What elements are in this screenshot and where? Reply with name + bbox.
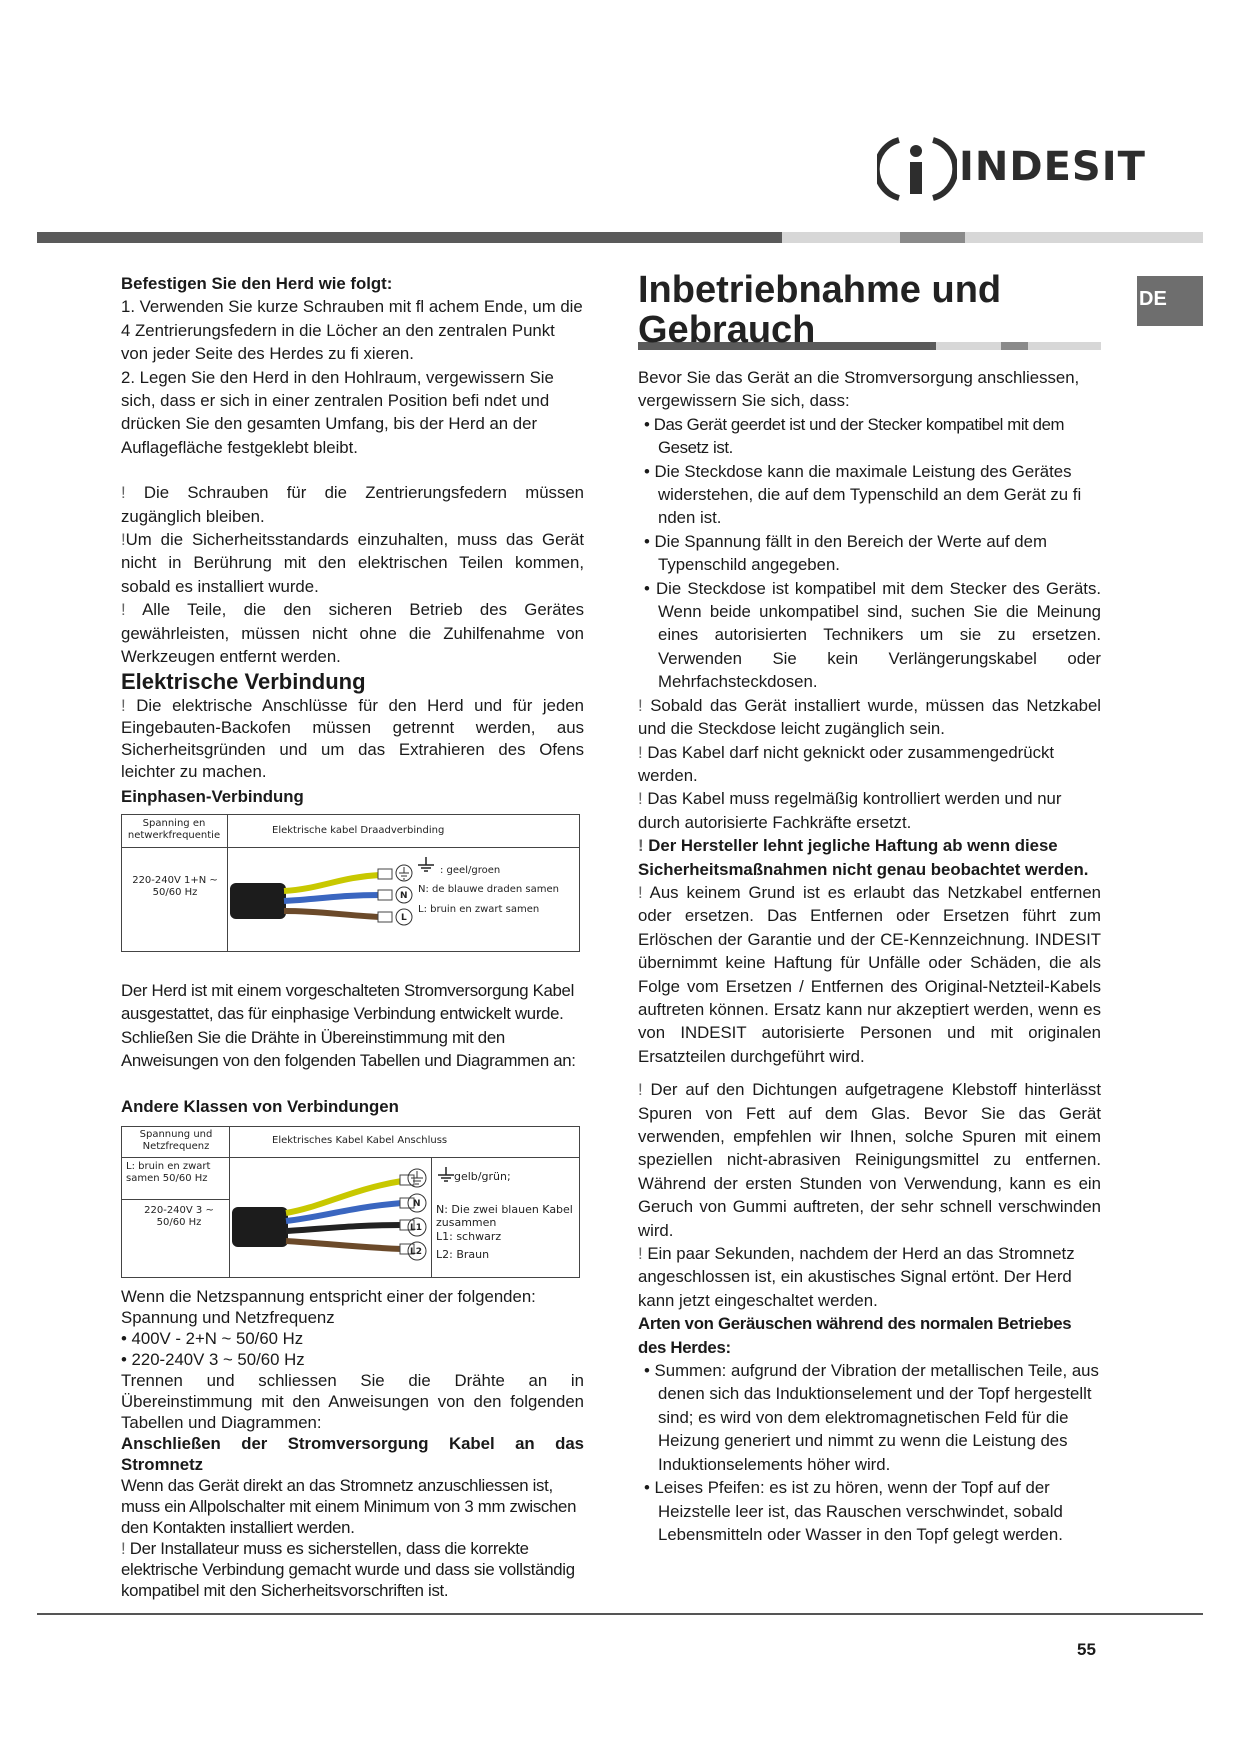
check-socket-power: • Die Steckdose kann die maximale Leistung des Gerätes widerstehen, die auf dem Typenschild an dem Gerät zu fi nden ist. — [644, 461, 1082, 528]
t1-voltage: 220-240V 1+N ~ 50/60 Hz — [132, 874, 218, 898]
warning-screws: ! Die Schrauben für die Zentrierungsfedern müssen zugänglich bleiben. — [121, 483, 584, 526]
connect-title: Anschließen der Stromversorgung Kabel an das Stromnetz — [121, 1433, 584, 1474]
footer-rule — [37, 1613, 1203, 1615]
warning-check: ! Das Kabel muss regelmäßig kontrolliert werden und nur durch autorisierte Fachkräfte ersetzt. — [638, 789, 1062, 832]
language-tab: DE — [1137, 276, 1203, 326]
t1-live: L: bruin en zwart samen — [418, 903, 540, 915]
check-voltage: • Die Spannung fällt in den Bereich der Werte auf dem Typenschild angegeben. — [644, 531, 1047, 575]
install-step-2: 2. Legen Sie den Herd in den Hohlraum, vergewissern Sie sich, dass er sich in einer zentralen Position befi ndet und drücken Sie den gesamten Umfang, bis der Herd an der Auflagefläche festgeklebt bleibt. — [121, 367, 554, 457]
t2-neutral: N: Die zwei blauen Kabel zusammen — [436, 1202, 573, 1229]
connect-text: Wenn das Gerät direkt an das Stromnetz anzuschliessen ist, muss ein Allpolschalter mit einem Minimum von 3 mm zwischen den Kontakten installiert werden. — [121, 1475, 577, 1537]
t1-neutral: N: de blauwe draden samen — [418, 883, 559, 895]
right-column — [638, 270, 1101, 1546]
t2-l1-terminal: L1 — [410, 1222, 422, 1233]
t2-header-cable: Elektrisches Kabel Kabel Anschluss — [272, 1134, 448, 1146]
terminal-circles-icon — [394, 859, 414, 949]
mains-option-1: • 400V - 2+N ~ 50/60 Hz — [121, 1328, 304, 1348]
page-number: 55 — [1077, 1640, 1096, 1659]
header-bar-dark — [37, 232, 782, 243]
logo-mark-icon — [877, 134, 957, 204]
mains-option-2: • 220-240V 3 ~ 50/60 Hz — [121, 1349, 305, 1369]
single-phase-wiring-table — [121, 814, 580, 952]
earth-symbol-icon — [416, 857, 436, 873]
header-bar-mid — [900, 232, 965, 243]
t2-header-voltage: Spannung und Netzfrequenz — [139, 1128, 213, 1152]
t2-row-l: L: bruin en zwart samen 50/60 Hz — [126, 1160, 211, 1184]
warning-adhesive: ! Der auf den Dichtungen aufgetragene Klebstoff hinterlässt Spuren von Fett auf dem Glas. Bevor Sie das Gerät verwenden, empfehlen wir Ihnen, solche Spuren mit einem speziellen nicht-abrasiven Reinigungsmittel zu entfernen. Während der ersten Stunden von Verwendung, kann es ein Geruch von Gummi auftreten, der sehr schnell verschwinden wird. — [638, 1080, 1101, 1240]
multi-phase-wiring-table — [121, 1126, 580, 1278]
warning-kink: ! Das Kabel darf nicht geknickt oder zusammengedrückt werden. — [638, 742, 1055, 785]
noise-humming: • Summen: aufgrund der Vibration der metallischen Teile, aus denen sich das Induktionselement und der Topf hergestellt sind; es wird von dem elektromagnetischen Feld für die Heizung generiert und nimmt zu wenn die Leistung des Induktionselements höher wird. — [644, 1361, 1099, 1474]
install-step-1: 1. Verwenden Sie kurze Schrauben mit fl achem Ende, um die 4 Zentrierungsfedern in die Löcher an den zentralen Punkt von jeder Seite des Herdes zu fi xieren. — [121, 297, 583, 364]
t1-l-terminal: L — [401, 912, 407, 923]
noise-whistle: • Leises Pfeifen: es ist zu hören, wenn der Topf auf der Heizstelle leer ist, das Rauschen verschwindet, sobald Lebensmitteln oder Wasser in den Topf gelegt werden. — [644, 1478, 1063, 1544]
t1-header-cable: Elektrische kabel Draadverbinding — [272, 824, 445, 836]
page-title-wrap — [638, 310, 1101, 350]
warning-replace: ! Aus keinem Grund ist es erlaubt das Netzkabel entfernen oder ersetzen. Das Entfernen oder Ersetzen führt zum Erlöschen der Garantie und der CE-Kennzeichnung. INDESIT übernimmt keine Haftung für Unfälle oder Schäden, die als Folge vom Ersetzen / Entfernen des Original-Netzteil-Kabels auftreten können. Ersatz kann nur akzeptiert werden, wenn es von INDESIT autorisierte Personen und mit originalen Ersatzteilen durchgeführt wird. — [638, 882, 1101, 1066]
page-title-line1: Inbetriebnahme und — [638, 269, 1002, 311]
terminal-circles-2-icon — [406, 1165, 428, 1277]
header-bar-light-right — [965, 232, 1203, 243]
t2-l2-terminal: L2 — [410, 1246, 422, 1257]
t1-header-voltage: Spanning en netwerkfrequentie — [127, 817, 221, 841]
mains-separate-text: Trennen und schliessen Sie die Drähte an in Übereinstimmung mit den Anweisungen von den folgenden Tabellen und Diagrammen: — [121, 1370, 584, 1432]
t2-earth: gelb/grün; — [454, 1169, 511, 1183]
brand-name: INDESIT — [959, 144, 1146, 190]
check-plug: • Die Steckdose ist kompatibel mit dem Stecker des Geräts. Wenn beide unkompatibel sind, suchen Sie die Meinung eines autorisierten Technikers um sie zu ersetzen. Verwenden Sie kein Verlängerungskabel oder Mehrfachsteckdosen. — [644, 578, 1101, 692]
warning-safety: !Um die Sicherheitsstandards einzuhalten, muss das Gerät nicht in Berührung mit den elektrischen Teilen kommen, sobald es installiert wurde. — [121, 530, 584, 596]
warning-signal: ! Ein paar Sekunden, nachdem der Herd an das Stromnetz angeschlossen ist, ein akustisches Signal ertönt. Der Herd kann jetzt eingeschaltet werden. — [638, 1244, 1075, 1310]
header-bar-light — [782, 232, 900, 243]
check-earthed: • Das Gerät geerdet ist und der Stecker kompatibel mit dem Gesetz ist. — [644, 414, 1065, 458]
cable-diagram-2-icon — [232, 1159, 432, 1275]
warning-liability: ! Der Hersteller lehnt jegliche Haftung ab wenn diese Sicherheitsmaßnahmen nicht genau beobachtet werden. — [638, 836, 1089, 879]
t1-earth: : geel/groen — [440, 864, 501, 876]
connect-warning: ! Der Installateur muss es sicherstellen, dass die korrekte elektrische Verbindung gemacht wurde und dass sie vollständig kompatibel mit den Sicherheitsvorschriften ist. — [121, 1538, 575, 1600]
t2-l2: L2: Braun — [436, 1247, 490, 1261]
warning-electrical: ! Die elektrische Anschlüsse für den Herd und für jeden Eingebauten-Backofen müssen getrennt werden, aus Sicherheitsgründen und um das Extrahieren des Ofens leichter zu machen. — [121, 695, 584, 781]
earth-symbol-2-icon — [436, 1167, 456, 1183]
warning-access: ! Sobald das Gerät installiert wurde, müssen das Netzkabel und die Steckdose leicht zugänglich sein. — [638, 695, 1102, 739]
left-column — [121, 272, 584, 1601]
noise-title: Arten von Geräuschen während des normalen Betriebes des Herdes: — [638, 1314, 1072, 1357]
mains-subtitle: Spannung und Netzfrequenz — [121, 1307, 335, 1327]
single-phase-title: Einphasen-Verbindung — [121, 786, 304, 806]
warning-parts: ! Alle Teile, die den sicheren Betrieb des Gerätes gewährleisten, müssen nicht ohne die Zuhilfenahme von Werkzeugen entfernt werden. — [121, 600, 584, 667]
cable-diagram-1-icon — [230, 849, 410, 949]
section-title-electrical: Elektrische Verbindung — [121, 668, 366, 694]
t1-n-terminal: N — [400, 890, 408, 901]
page-title-line2: Gebrauch — [638, 309, 816, 351]
other-connections-title: Andere Klassen von Verbindungen — [121, 1096, 399, 1116]
t2-l1: L1: schwarz — [436, 1229, 502, 1243]
cable-info-text: Der Herd ist mit einem vorgeschalteten Stromversorgung Kabel ausgestattet, das für einphasige Verbindung entwickelt wurde. Schließen Sie die Drähte in Übereinstimmung mit den Anweisungen von den folgenden Tabellen und Diagrammen an: — [121, 980, 576, 1071]
mains-intro: Wenn die Netzspannung entspricht einer der folgenden: — [121, 1286, 536, 1306]
t2-n-terminal: N — [413, 1198, 421, 1209]
indesit-logo — [877, 134, 1146, 204]
install-title: Befestigen Sie den Herd wie folgt: — [121, 274, 393, 293]
intro-text: Bevor Sie das Gerät an die Stromversorgung anschliessen, vergewissern Sie sich, dass: — [638, 368, 1080, 411]
t2-voltage: 220-240V 3 ~ 50/60 Hz — [144, 1204, 214, 1228]
